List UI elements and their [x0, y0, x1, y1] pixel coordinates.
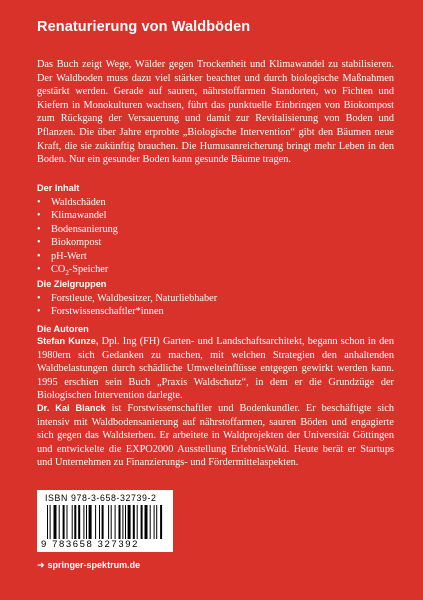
- barcode-bar: [78, 505, 80, 539]
- publisher-url: ➜ springer-spektrum.de: [37, 560, 141, 570]
- barcode-bar: [47, 505, 48, 539]
- list-item: • Biokompost: [37, 236, 118, 249]
- contents-list: [37, 196, 118, 280]
- barcode-bar: [74, 505, 76, 539]
- target-groups-heading: Die Zielgruppen: [37, 279, 107, 289]
- barcode-bar: [102, 505, 104, 539]
- barcode-bar: [150, 505, 151, 539]
- barcode-bar: [154, 505, 155, 539]
- barcode-bar: [63, 505, 65, 539]
- author-name: Dr. Kai Blanck: [37, 403, 106, 413]
- barcode-bar: [125, 505, 126, 539]
- barcode-bar: [95, 505, 96, 539]
- list-item: • Waldschäden: [37, 196, 118, 209]
- list-item: • Bodensanierung: [37, 223, 118, 236]
- barcode-bar: [141, 505, 143, 539]
- barcode-bar: [119, 505, 121, 539]
- barcode-bar: [50, 505, 51, 539]
- barcode-bar: [72, 505, 73, 539]
- barcode-bar: [89, 505, 92, 539]
- target-groups-list: [37, 292, 217, 319]
- barcode-bar: [54, 505, 57, 539]
- intro-paragraph: Das Buch zeigt Wege, Wälder gegen Trockenheit und Klimawandel zu stabilisieren. Der Waldboden muss dazu viel stärker beachtet und durch biologische Maßnahmen gestärkt werden. Gerade auf sauren, nährstoffarmen Standorten, wo Fichten und Kiefern in Monokulturen wachsen, führt das punktuelle Einbringen von Biokompost zum Rückgang der Versauerung und damit zur Revitalisierung von Boden und Pflanzen. Die über Jahre erprobte „Biologische Intervention“ gibt den Bäumen neue Kraft, die sie zukünftig brauchen. Die Humusanreicherung bringt mehr Leben in den Boden. Nur ein gesunder Boden kann gesunde Bäume tragen.: [37, 59, 394, 166]
- author-bio-kunze: Stefan Kunze, Dpl. Ing (FH) Garten- und Landschaftsarchitekt, begann schon in den 1980ern sich Gedanken zu machen, mit welchen Strategien den anhaltenden Waldbelastungen durch schädliche Umwelteinflüsse entgegen gewirkt werden kann. 1995 erschien sein Buch „Praxis Waldschutz“, in dem er die Grundzüge der Biologischen Intervention darlegte.: [37, 336, 394, 402]
- barcode-bar: [99, 505, 100, 539]
- barcode-bar: [67, 505, 68, 539]
- author-name: Stefan Kunze,: [37, 336, 99, 346]
- barcode-bar: [108, 505, 109, 539]
- barcode-bar: [128, 505, 131, 539]
- contents-heading: Der Inhalt: [37, 183, 80, 193]
- page-title: Renaturierung von Waldböden: [37, 19, 251, 35]
- barcode-bar: [83, 505, 84, 539]
- barcode-bar: [86, 505, 87, 539]
- barcode-bar: [59, 505, 60, 539]
- list-item: • $CO_2$-Speicher: [37, 263, 118, 280]
- barcode-bar: [133, 505, 135, 539]
- barcode-digits: 9 783658 327392: [41, 539, 139, 550]
- isbn-number: ISBN 978-3-658-32739-2: [45, 493, 157, 503]
- barcode-bar: [115, 505, 116, 539]
- barcode-bar: [111, 505, 112, 539]
- barcode-bar: [122, 505, 123, 539]
- list-item: • pH-Wert: [37, 250, 118, 263]
- list-item: • Forstleute, Waldbesitzer, Naturliebhaber: [37, 292, 217, 305]
- isbn-barcode: [37, 490, 173, 552]
- barcode-icon: [47, 505, 163, 539]
- barcode-bar: [156, 505, 157, 539]
- barcode-bar: [160, 505, 162, 539]
- author-bio-blanck: Dr. Kai Blanck ist Forstwissenschaftler und Bodenkundler. Er beschäftigte sich intensiv mit Waldbodensanierung auf nährstoffarmen, sauren Böden und engagierte sich gegen das Waldsterben. Er arbeitete in Waldprojekten der Universität Göttingen und entwickelte die EXPO2000 Ausstellung ErlebnisWald. Heute berät er Startups und Unternehmen zu Finanzierungs- und Fördermittelaspekten.: [37, 403, 394, 469]
- authors-heading: Die Autoren: [37, 324, 89, 334]
- barcode-bar: [145, 505, 148, 539]
- arrow-right-icon: ➜: [37, 560, 45, 570]
- barcode-bar: [137, 505, 138, 539]
- list-item: • Forstwissenschaftler*innen: [37, 305, 217, 318]
- list-item: • Klimawandel: [37, 209, 118, 222]
